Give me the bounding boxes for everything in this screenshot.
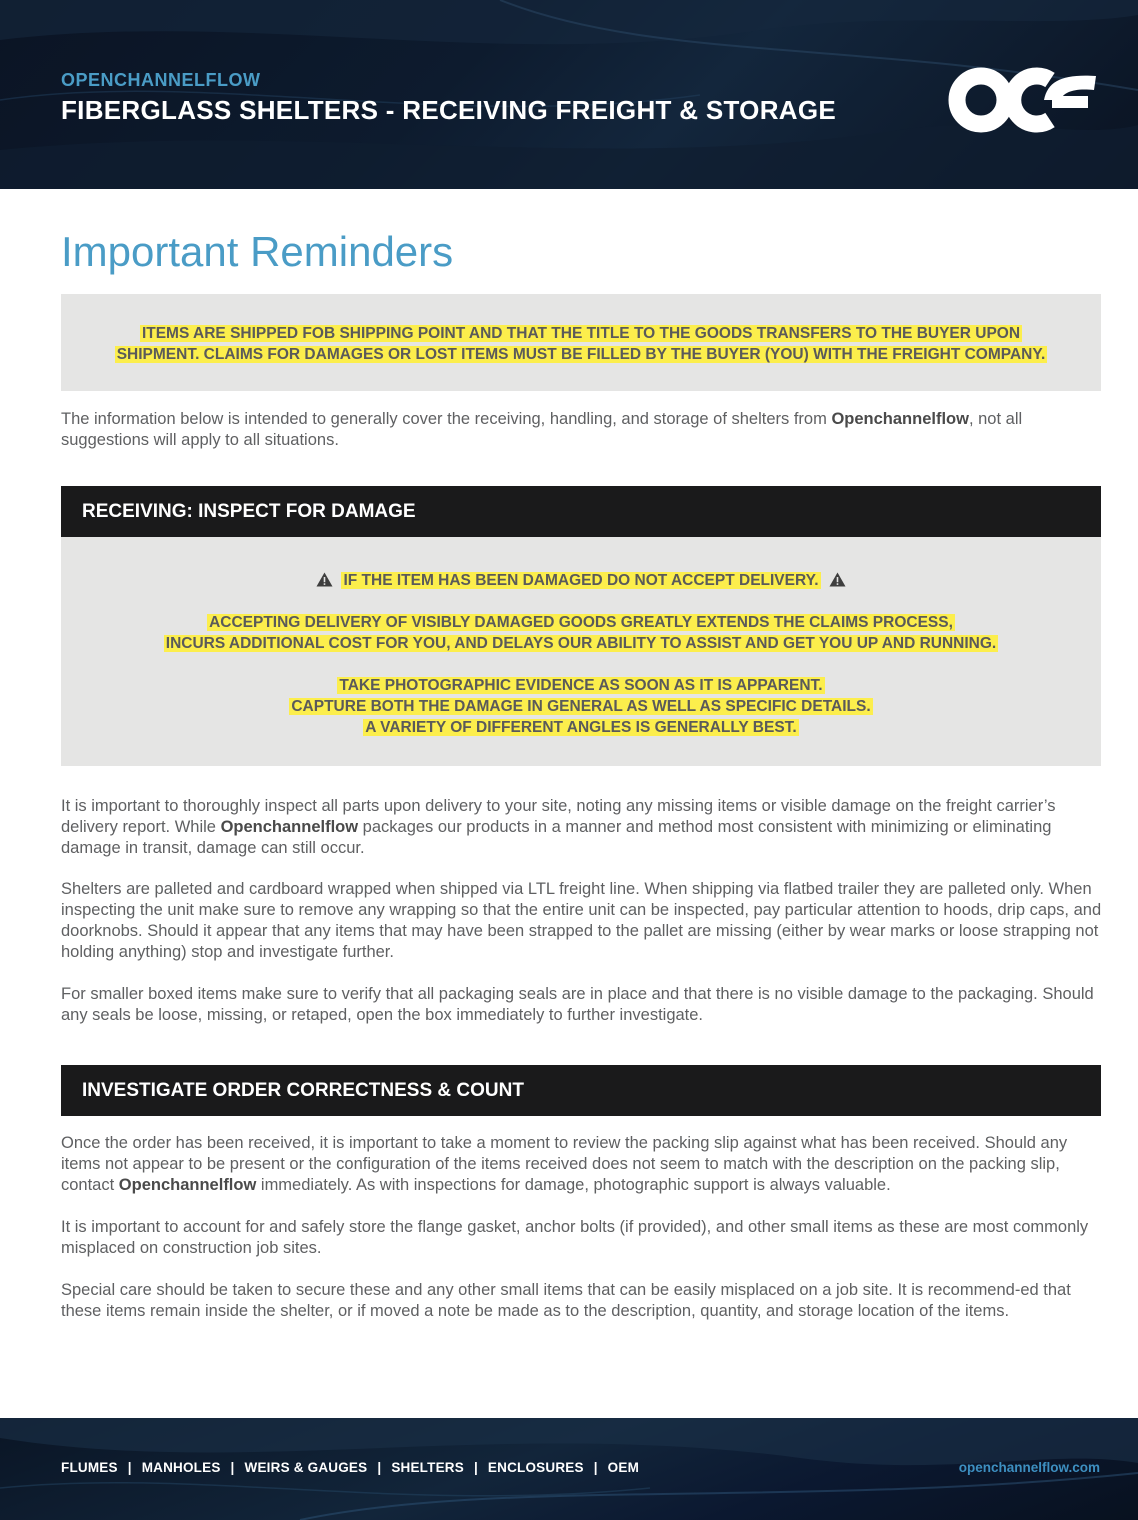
section-header-receiving: RECEIVING: INSPECT FOR DAMAGE: [61, 486, 1101, 537]
footer-separator: |: [593, 1460, 598, 1475]
page-footer: [0, 1418, 1138, 1520]
notice-line: ACCEPTING DELIVERY OF VISIBLY DAMAGED GOODS GREATLY EXTENDS THE CLAIMS PROCESS,: [209, 614, 953, 631]
footer-link-oem[interactable]: OEM: [607, 1460, 640, 1475]
warning-triangle-icon: [316, 572, 333, 587]
intro-paragraph: The information below is intended to generally cover the receiving, handling, and storage of shelters from Openchannelflow, not all suggestions will apply to all situations.: [61, 410, 1023, 449]
receiving-paragraph-3: For smaller boxed items make sure to verify that all packaging seals are in place and that there is no visible damage to the packaging. Should any seals be loose, missing, or retaped, open the box immediately to further investigate.: [61, 985, 1094, 1024]
footer-link-shelters[interactable]: SHELTERS: [391, 1460, 464, 1475]
notice-line: A VARIETY OF DIFFERENT ANGLES IS GENERALLY BEST.: [365, 719, 797, 736]
page-header: [0, 0, 1138, 189]
company-name: Openchannelflow: [118, 1176, 257, 1194]
footer-separator: |: [127, 1460, 132, 1475]
receiving-paragraph-2: Shelters are palleted and cardboard wrapped when shipped via LTL freight line. When shipping via flatbed trailer they are palleted only. When inspecting the unit make sure to remove any wrapping so that the entire unit can be inspected, pay particular attention to hoods, drip caps, and doorknobs. Should it appear that any items that may have been strapped to the pallet are missing (either by wear marks or loose strapping not holding anything) stop and investigate further.: [61, 880, 1102, 961]
section-header-order: INVESTIGATE ORDER CORRECTNESS & COUNT: [61, 1065, 1101, 1116]
order-paragraph-1: Once the order has been received, it is important to take a moment to review the packing slip against what has been received. Should any items not appear to be present or the configuration of the items received does not seem to match with the description on the packing slip, contact Openchannelflow immediately. As with inspections for damage, photographic support is always valuable.: [61, 1134, 1068, 1194]
footer-separator: |: [473, 1460, 478, 1475]
document-title: FIBERGLASS SHELTERS - RECEIVING FREIGHT & STORAGE: [61, 95, 837, 125]
footer-link-manholes[interactable]: MANHOLES: [141, 1460, 221, 1475]
notice-line: INCURS ADDITIONAL COST FOR YOU, AND DELAYS OUR ABILITY TO ASSIST AND GET YOU UP AND RUNNING.: [165, 635, 997, 652]
footer-nav: [61, 1460, 639, 1475]
reminder-line: SHIPMENT. CLAIMS FOR DAMAGES OR LOST ITEMS MUST BE FILLED BY THE BUYER (YOU) WITH THE FREIGHT COMPANY.: [116, 346, 1046, 363]
footer-website-link[interactable]: openchannelflow.com: [958, 1460, 1100, 1475]
footer-separator: |: [230, 1460, 235, 1475]
footer-link-enclosures[interactable]: ENCLOSURES: [487, 1460, 584, 1475]
receiving-paragraph-1: It is important to thoroughly inspect all parts upon delivery to your site, noting any missing items or visible damage on the freight carrier’s delivery report. While Openchannelflow packages our products in a manner and method most consistent with minimizing or eliminating damage in transit, damage can still occur.: [61, 797, 1056, 857]
reminder-line: ITEMS ARE SHIPPED FOB SHIPPING POINT AND THAT THE TITLE TO THE GOODS TRANSFERS TO THE BUYER UPON: [141, 325, 1021, 342]
reminder-box: [61, 294, 1101, 391]
warning-triangle-icon: [829, 572, 846, 587]
company-name: Openchannelflow: [831, 410, 969, 428]
warning-line: IF THE ITEM HAS BEEN DAMAGED DO NOT ACCEPT DELIVERY.: [61, 570, 1101, 591]
footer-link-weirs-gauges[interactable]: WEIRS & GAUGES: [244, 1460, 368, 1475]
footer-separator: |: [377, 1460, 382, 1475]
order-paragraph-3: Special care should be taken to secure these and any other small items that can be easily misplaced on a job site. It is recommend-ed that these items remain inside the shelter, or if moved a note be made as to the description, quantity, and storage location of the items.: [61, 1281, 1071, 1320]
footer-link-flumes[interactable]: FLUMES: [61, 1460, 118, 1475]
order-paragraph-2: It is important to account for and safely store the flange gasket, anchor bolts (if provided), and other small items as these are most commonly misplaced on construction job sites.: [61, 1218, 1089, 1257]
ocf-logo-icon: [948, 66, 1098, 134]
damage-warning-box: [61, 537, 1101, 766]
brand-name: OPENCHANNELFLOW: [61, 70, 261, 90]
notice-line: TAKE PHOTOGRAPHIC EVIDENCE AS SOON AS IT IS APPARENT.: [339, 677, 823, 694]
page-heading: Important Reminders: [61, 228, 454, 275]
company-name: Openchannelflow: [220, 818, 359, 836]
notice-line: CAPTURE BOTH THE DAMAGE IN GENERAL AS WELL AS SPECIFIC DETAILS.: [291, 698, 871, 715]
